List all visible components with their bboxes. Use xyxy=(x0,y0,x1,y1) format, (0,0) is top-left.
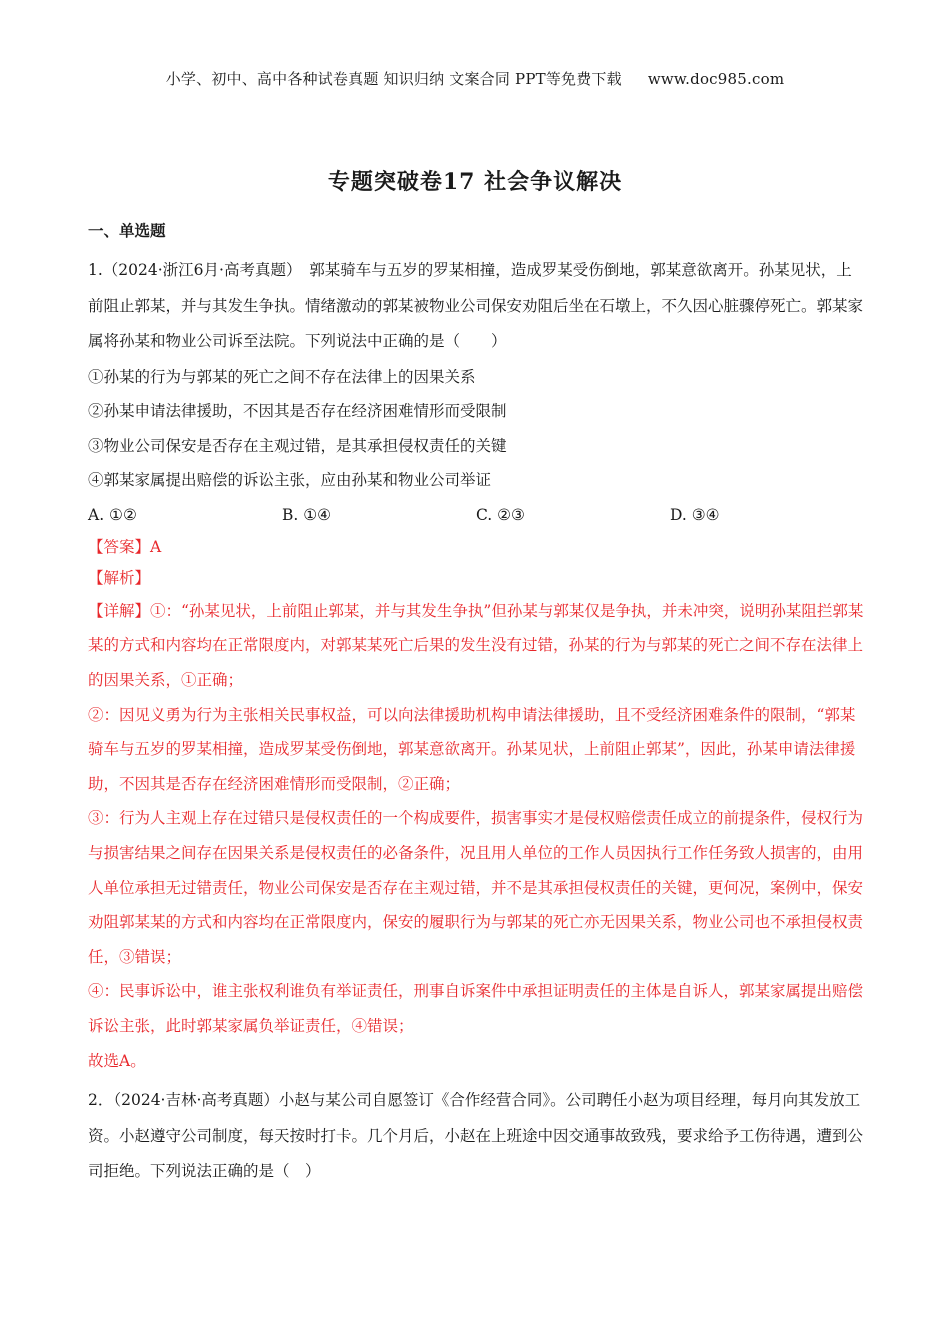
statement-3: ③物业公司保安是否存在主观过错，是其承担侵权责任的关键 xyxy=(88,436,507,455)
statement-2: ②孙某申请法律援助，不因其是否存在经济困难情形而受限制 xyxy=(88,402,507,421)
explanation-conclusion: 故选A。 xyxy=(88,1051,146,1070)
header-url[interactable]: www.doc985.com xyxy=(647,70,785,88)
statement-1: ①孙某的行为与郭某的死亡之间不存在法律上的因果关系 xyxy=(88,367,476,386)
explanation-2: ②：因见义勇为行为主张相关民事权益，可以向法律援助机构申请法律援助，且不受经济困难条件的限制，“郭某骑车与五岁的罗某相撞，造成罗某受伤倒地，郭某意欲离开。孙某见状，上前阻止郭某”，因此，孙某申请法律援助，不因其是否存在经济困难情形而受限制，②正确； xyxy=(88,705,856,793)
question-2-stem: 2．（2024·吉林·高考真题）小赵与某公司自愿签订《合作经营合同》。公司聘任小赵为项目经理，每月向其发放工资。小赵遵守公司制度，每天按时打卡。几个月后，小赵在上班途中因交通事故致残，要求给予工伤待遇，遭到公司拒绝。下列说法正确的是（ ） xyxy=(88,1091,864,1181)
section-heading: 一、单选题 xyxy=(88,221,166,240)
option-a: A. ①② xyxy=(88,505,137,524)
explanation-4: ④：民事诉讼中，谁主张权利谁负有举证责任，刑事自诉案件中承担证明责任的主体是自诉人，郭某家属提出赔偿诉讼主张，此时郭某家属负举证责任，④错误； xyxy=(88,982,864,1035)
option-d: D. ③④ xyxy=(670,505,720,524)
answer-line: 【答案】A xyxy=(88,537,162,556)
explanation-1: 【详解】①：“孙某见状，上前阻止郭某，并与其发生争执”但孙某与郭某仅是争执，并未冲突，说明孙某阻拦郭某某的方式和内容均在正常限度内，对郭某某死亡后果的发生没有过错，孙某的行为与郭某的死亡之间不存在法律上的因果关系，①正确； xyxy=(88,601,864,689)
option-b: B. ①④ xyxy=(282,505,332,524)
analysis-label: 【解析】 xyxy=(88,568,151,587)
statement-4: ④郭某家属提出赔偿的诉讼主张，应由孙某和物业公司举证 xyxy=(88,471,492,490)
question-1-options xyxy=(88,498,866,532)
option-c: C. ②③ xyxy=(476,505,525,524)
page-title: 专题突破卷17 社会争议解决 xyxy=(327,169,623,195)
header-text: 小学、初中、高中各种试卷真题 知识归纳 文案合同 PPT等免费下载 xyxy=(165,70,622,88)
page-header xyxy=(0,68,950,89)
question-1-stem: 1.（2024·浙江6月·高考真题） 郭某骑车与五岁的罗某相撞，造成罗某受伤倒地，郭某意欲离开。孙某见状，上前阻止郭某，并与其发生争执。情绪激动的郭某被物业公司保安劝阻后坐在石墩上，不久因心脏骤停死亡。郭某家属将孙某和物业公司诉至法院。下列说法中正确的是（ ） xyxy=(88,261,864,351)
explanation-3: ③：行为人主观上存在过错只是侵权责任的一个构成要件，损害事实才是侵权赔偿责任成立的前提条件，侵权行为与损害结果之间存在因果关系是侵权责任的必备条件，况且用人单位的工作人员因执行工作任务致人损害的，由用人单位承担无过错责任，物业公司保安是否存在主观过错，并不是其承担侵权责任的关键，更何况，案例中，保安劝阻郭某某的方式和内容均在正常限度内，保安的履职行为与郭某的死亡亦无因果关系，物业公司也不承担侵权责任，③错误； xyxy=(88,809,864,966)
document-body xyxy=(88,216,866,1190)
